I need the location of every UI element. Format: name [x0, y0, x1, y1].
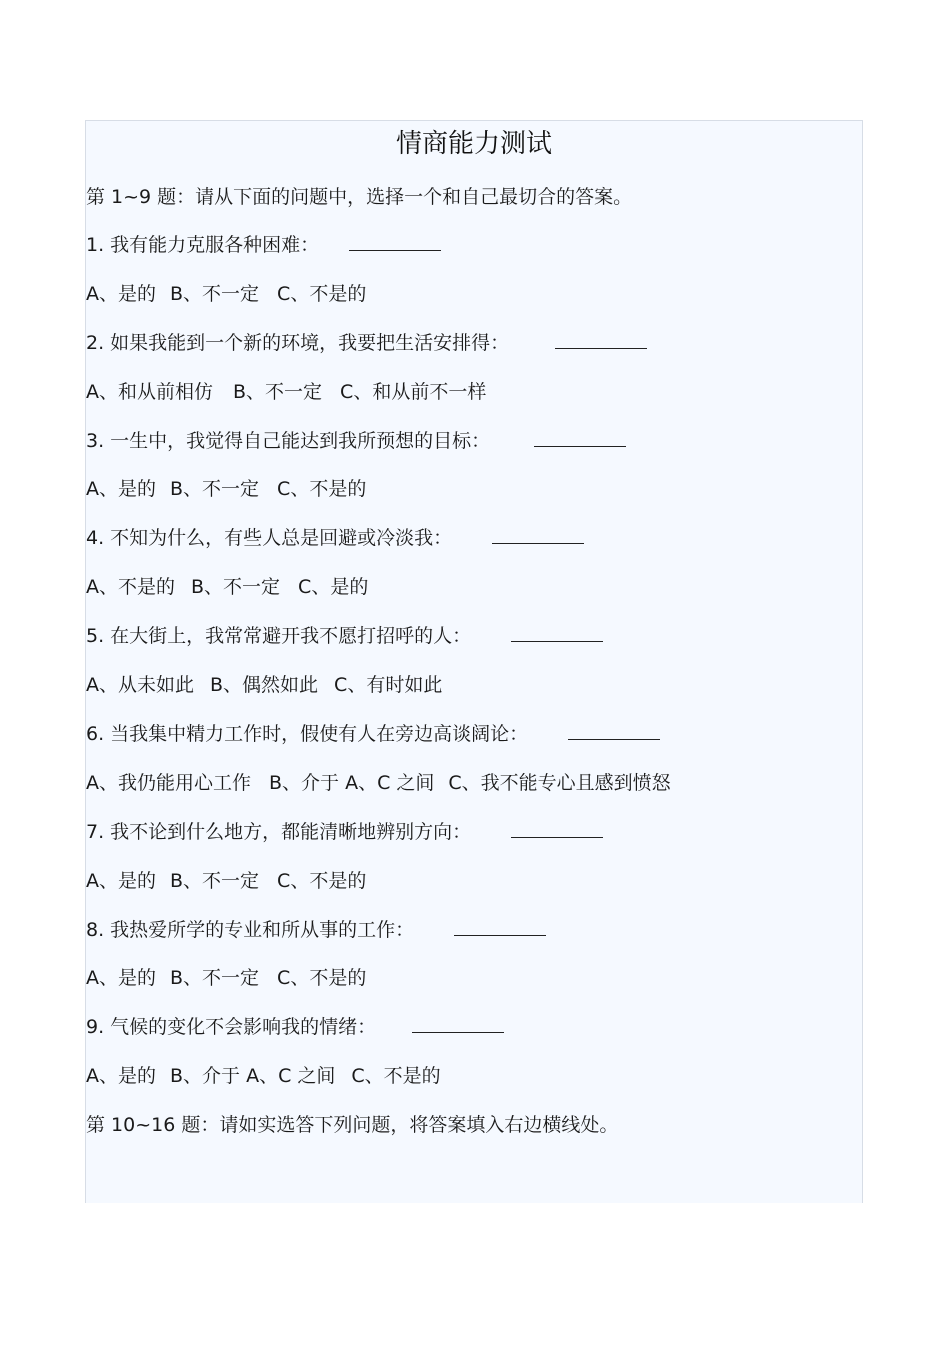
question-text: 3. 一生中，我觉得自己能达到我所预想的目标： [86, 430, 491, 452]
instructions-part-1: 第 1~9 题：请从下面的问题中，选择一个和自己最切合的答案。 [86, 186, 633, 208]
option-a: A、从未如此 [86, 674, 194, 696]
option-c: C、我不能专心且感到愤怒 [448, 772, 671, 794]
option-b: B、不一定 [170, 967, 260, 989]
option-c: C、是的 [298, 576, 369, 598]
question-text: 4. 不知为什么，有些人总是回避或冷淡我： [86, 527, 453, 549]
options-8 [86, 965, 366, 991]
option-a: A、是的 [86, 283, 156, 305]
instructions-part-2: 第 10~16 题：请如实选答下列问题，将答案填入右边横线处。 [86, 1114, 619, 1136]
answer-blank[interactable] [555, 330, 647, 349]
options-5 [86, 672, 442, 698]
option-b: B、偶然如此 [210, 674, 319, 696]
answer-blank[interactable] [412, 1014, 504, 1033]
question-text: 7. 我不论到什么地方，都能清晰地辨别方向： [86, 821, 472, 843]
document-page [85, 120, 863, 1203]
question-text: 2. 如果我能到一个新的环境，我要把生活安排得： [86, 332, 510, 354]
answer-blank[interactable] [534, 428, 626, 447]
option-b: B、介于 A、C 之间 [269, 772, 435, 794]
question-6 [86, 721, 660, 747]
options-4 [86, 574, 368, 600]
option-b: B、介于 A、C 之间 [170, 1065, 336, 1087]
option-c: C、不是的 [351, 1065, 441, 1087]
answer-blank[interactable] [511, 623, 603, 642]
question-7 [86, 819, 603, 845]
question-9 [86, 1014, 504, 1040]
question-3 [86, 428, 626, 454]
option-a: A、是的 [86, 478, 156, 500]
option-a: A、是的 [86, 870, 156, 892]
question-8 [86, 917, 546, 943]
answer-blank[interactable] [454, 917, 546, 936]
option-c: C、不是的 [277, 283, 367, 305]
option-b: B、不一定 [170, 870, 260, 892]
question-1 [86, 232, 441, 258]
answer-blank[interactable] [349, 232, 441, 251]
option-b: B、不一定 [170, 283, 260, 305]
options-6 [86, 770, 671, 796]
option-c: C、不是的 [277, 478, 367, 500]
option-a: A、是的 [86, 1065, 156, 1087]
question-text: 9. 气候的变化不会影响我的情绪： [86, 1016, 377, 1038]
option-c: C、不是的 [277, 870, 367, 892]
options-2 [86, 379, 486, 405]
option-c: C、有时如此 [334, 674, 443, 696]
question-text: 8. 我热爱所学的专业和所从事的工作： [86, 919, 415, 941]
page-title: 情商能力测试 [395, 129, 552, 159]
option-a: A、我仍能用心工作 [86, 772, 251, 794]
question-4 [86, 525, 584, 551]
options-7 [86, 868, 366, 894]
option-b: B、不一定 [233, 381, 323, 403]
question-5 [86, 623, 603, 649]
option-c: C、不是的 [277, 967, 367, 989]
options-3 [86, 476, 366, 502]
option-c: C、和从前不一样 [340, 381, 487, 403]
question-text: 5. 在大街上，我常常避开我不愿打招呼的人： [86, 625, 472, 647]
option-b: B、不一定 [170, 478, 260, 500]
options-9 [86, 1063, 441, 1089]
answer-blank[interactable] [492, 525, 584, 544]
option-a: A、是的 [86, 967, 156, 989]
question-text: 1. 我有能力克服各种困难： [86, 234, 320, 256]
options-1 [86, 281, 366, 307]
answer-blank[interactable] [568, 721, 660, 740]
option-a: A、不是的 [86, 576, 175, 598]
question-text: 6. 当我集中精力工作时，假使有人在旁边高谈阔论： [86, 723, 529, 745]
answer-blank[interactable] [511, 819, 603, 838]
question-2 [86, 330, 647, 356]
option-a: A、和从前相仿 [86, 381, 213, 403]
option-b: B、不一定 [191, 576, 281, 598]
